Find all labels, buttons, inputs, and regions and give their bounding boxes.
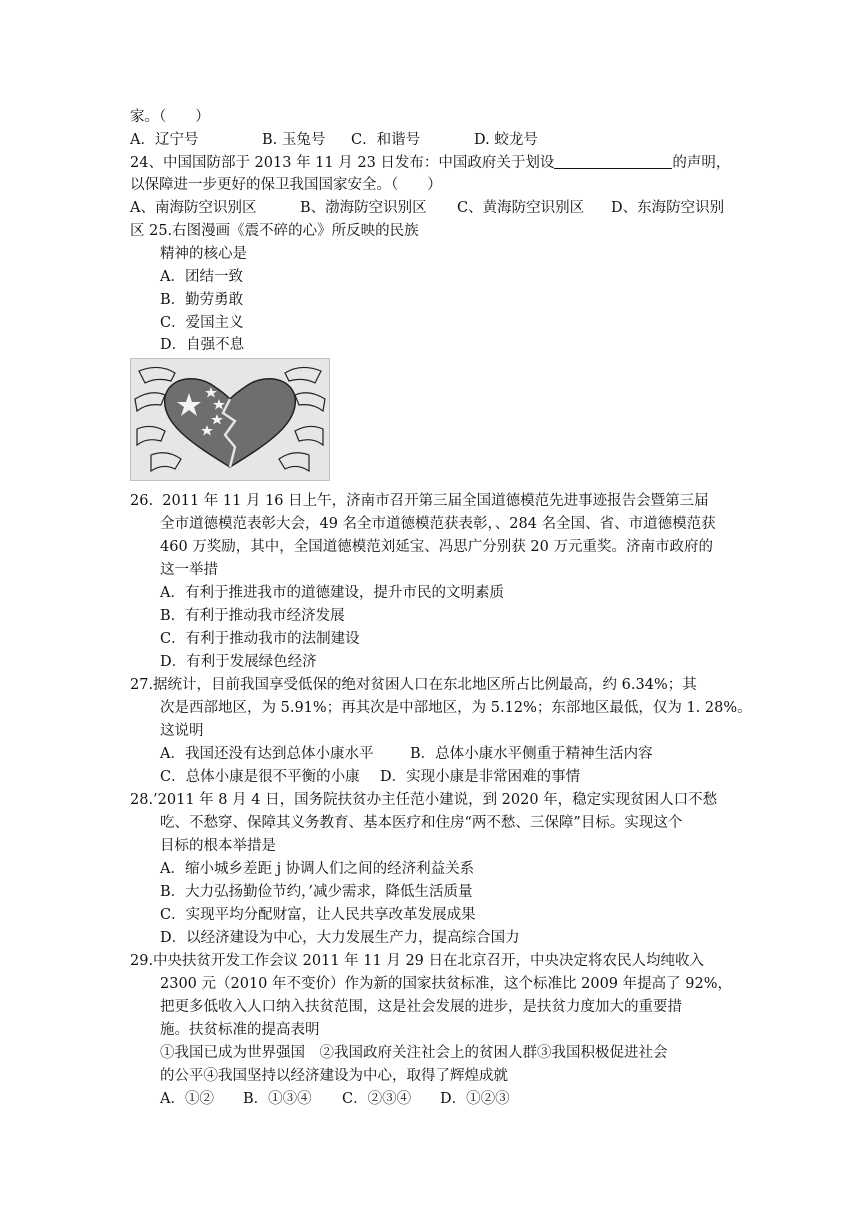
q23-option-a: A．辽宁号: [130, 132, 199, 148]
q23-stem-tail: 家。（ ）: [130, 109, 210, 125]
q24-option-b: B、渤海防空识别区: [300, 200, 427, 216]
q28-stem-line1: 28.’2011 年 8 月 4 日，国务院扶贫办主任范小建说，到 2020 年，稳定实现贫困人口不愁: [130, 792, 718, 808]
q27-option-a: A．我国还没有达到总体小康水平: [160, 746, 374, 762]
q27-option-d: D．实现小康是非常困难的事情: [380, 769, 581, 785]
q24-option-d: D、东海防空识别: [611, 200, 725, 216]
q29-statements-line2: 的公平④我国坚持以经济建设为中心，取得了辉煌成就: [160, 1068, 508, 1084]
q29-option-b: B．①③④: [243, 1091, 312, 1107]
q29-stem-line4: 施。扶贫标准的提高表明: [160, 1022, 320, 1038]
q26-stem-line4: 这一举措: [160, 562, 218, 578]
q23-option-b: B. 玉兔号: [262, 132, 326, 148]
q24-option-a: A、南海防空识别区: [130, 200, 257, 216]
q24-stem-before: 24、中国国防部于 2013 年 11 月 23 日发布：中国政府关于划设: [130, 155, 555, 171]
q25-option-a: A．团结一致: [160, 269, 243, 285]
q24-stem-after: 的声明，: [672, 155, 731, 171]
q27-stem-line1: 27.据统计，目前我国享受低保的绝对贫困人口在东北地区所占比例最高，约 6.34%；其: [130, 677, 697, 693]
q28-option-b: B．大力弘扬勤俭节约，’减少需求，降低生活质量: [160, 884, 473, 900]
q29-option-d: D．①②③: [440, 1091, 510, 1107]
q28-stem-line3: 目标的根本举措是: [160, 838, 276, 854]
heart-with-flag-hands-cartoon-icon: [131, 359, 329, 480]
q26-option-c: C．有利于推动我市的法制建设: [160, 631, 360, 647]
q25-option-d: D．自强不息: [160, 337, 245, 353]
q28-option-a: A．缩小城乡差距 j 协调人们之间的经济利益关系: [160, 861, 475, 877]
q24-stem-line2: 以保障进一步更好的保卫我国国家安全。（ ）: [130, 177, 442, 193]
q26-stem-line3: 460 万奖励，其中，全国道德模范刘延宝、冯思广分别获 20 万元重奖。济南市政府的: [160, 539, 713, 555]
q29-stem-line1: 29.中央扶贫开发工作会议 2011 年 11 月 29 日在北京召开，中央决定将农民人均纯收入: [130, 953, 705, 969]
cartoon-image: [130, 358, 330, 481]
q23-option-d: D. 蛟龙号: [474, 132, 538, 148]
q26-stem-line2: 全市道德模范表彰大会，49 名全市道德模范获表彰，、284 名全国、省、市道德模范获: [160, 516, 716, 532]
q28-option-c: C．实现平均分配财富，让人民共享改革发展成果: [160, 907, 476, 923]
q29-stem-line3: 把更多低收入人口纳入扶贫范围，这是社会发展的进步，是扶贫力度加大的重要措: [160, 999, 682, 1015]
q27-option-c: C．总体小康是很不平衡的小康: [160, 769, 360, 785]
q24-option-c: C、黄海防空识别区: [457, 200, 585, 216]
q29-statements-line1: ①我国已成为世界强国 ②我国政府关注社会上的贫困人群③我国积极促进社会: [160, 1045, 668, 1061]
q28-option-d: D．以经济建设为中心，大力发展生产力，提高综合国力: [160, 930, 520, 946]
q23-option-c: C．和谐号: [351, 132, 421, 148]
q26-option-d: D．有利于发展绿色经济: [160, 654, 317, 670]
q25-option-b: B．勤劳勇敢: [160, 292, 244, 308]
q26-stem-line1: 26. 2011 年 11 月 16 日上午，济南市召开第三届全国道德模范先进事迹报告会暨第三届: [130, 493, 709, 509]
q28-stem-line2: 吃、不愁穿、保障其义务教育、基本医疗和住房“两不愁、三保障”目标。实现这个: [160, 815, 683, 831]
q25-option-c: C．爱国主义: [160, 315, 244, 331]
q25-stem-line2: 精神的核心是: [160, 246, 247, 262]
answer-blank: [554, 154, 672, 169]
q26-option-a: A．有利于推进我市的道德建设，提升市民的文明素质: [160, 585, 504, 601]
q27-stem-line3: 这说明: [160, 723, 204, 739]
q29-stem-line2: 2300 元（2010 年不变价）作为新的国家扶贫标准，这个标准比 2009 年提高了 92%，: [160, 976, 732, 992]
q29-option-c: C．②③④: [342, 1091, 412, 1107]
q27-option-b: B．总体小康水平侧重于精神生活内容: [410, 746, 653, 762]
q29-option-a: A．①②: [160, 1091, 214, 1107]
q26-option-b: B．有利于推动我市经济发展: [160, 608, 345, 624]
q24-wrap-q25-stem: 区 25.右图漫画《震不碎的心》所反映的民族: [130, 223, 419, 239]
q24-stem-line1: [130, 154, 730, 172]
q27-stem-line2: 次是西部地区，为 5.91%；再其次是中部地区，为 5.12%；东部地区最低，仅为 1. 28%。: [160, 700, 752, 716]
